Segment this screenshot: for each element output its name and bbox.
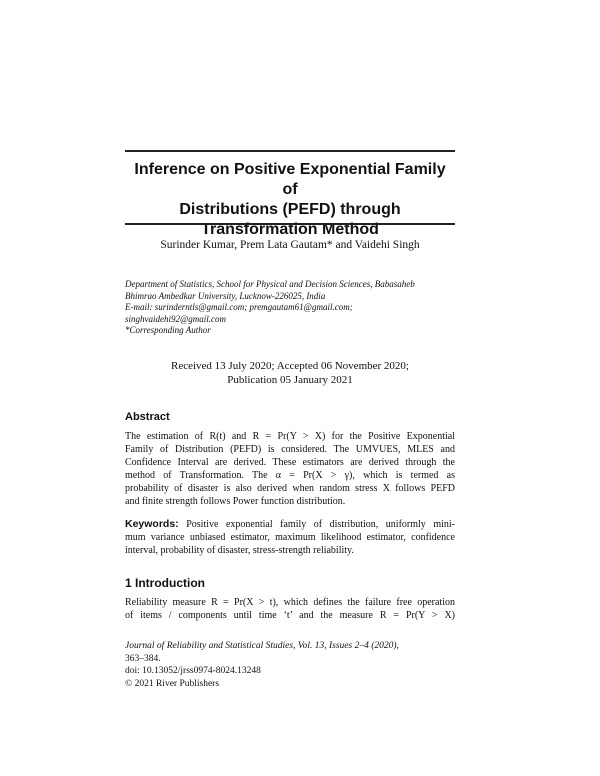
title-top-rule <box>125 150 455 152</box>
corresponding-author-note: *Corresponding Author <box>125 325 211 335</box>
journal-name: Journal of Reliability and Statistical Studies, Vol. 13, Issues 2–4 (2020), <box>125 641 399 651</box>
author-list: Surinder Kumar, Prem Lata Gautam* and Vaidehi Singh <box>160 239 420 251</box>
abstract-line-2: Family of Distribution (PEFD) is considered. The UMVUES, MLES and <box>125 444 455 455</box>
copyright-line: © 2021 River Publishers <box>125 678 220 689</box>
received-accepted-line: Received 13 July 2020; Accepted 06 November 2020; <box>171 360 409 372</box>
abstract-body <box>125 430 455 508</box>
keywords-text-1: Positive exponential family of distribution, uniformly mini- <box>186 519 455 530</box>
journal-citation <box>125 640 465 665</box>
title-line-2: Distributions (PEFD) through <box>179 201 401 218</box>
abstract-line-5: probability of disaster is also derived when random stress X follows PEFD <box>125 483 455 494</box>
keywords-line-3: interval, probability of disaster, stress-strength reliability. <box>125 545 354 556</box>
affiliation-line-2: Bhimrao Ambedkar University, Lucknow-226025, India <box>125 290 326 301</box>
journal-footer <box>125 640 465 690</box>
keywords-label: Keywords: <box>125 518 179 530</box>
keywords-line-2: mum variance unbiased estimator, maximum likelihood estimator, confidence <box>125 532 455 543</box>
title-bottom-rule <box>125 223 455 225</box>
abstract-line-6: and finite strength follows Power function distribution. <box>125 496 346 507</box>
doi-line: doi: 10.13052/jrss0974-8024.13248 <box>125 666 261 676</box>
email-line-2: singhvaidehi92@gmail.com <box>125 313 227 324</box>
title-line-1: Inference on Positive Exponential Family of <box>134 161 446 198</box>
publication-dates <box>125 360 455 387</box>
introduction-heading: 1 Introduction <box>125 576 205 590</box>
keywords-block <box>125 518 455 557</box>
paper-title <box>125 160 455 240</box>
abstract-line-3: Confidence Interval are derived. These estimators are derived through the <box>125 457 455 468</box>
affiliation-line-1: Department of Statistics, School for Physical and Decision Sciences, Babasaheb <box>125 279 415 289</box>
page-range: 363–384. <box>125 653 161 664</box>
keywords-line-1 <box>125 518 455 531</box>
email-line-1: E-mail: surinderntls@gmail.com; premgautam61@gmail.com; <box>125 302 353 312</box>
introduction-line-1: Reliability measure R = Pr(X > t), which defines the failure free operation <box>125 597 455 608</box>
introduction-body <box>125 596 455 622</box>
introduction-line-2: of items / components until time ‘t’ and the measure R = Pr(Y > X) <box>125 610 455 621</box>
abstract-line-4: method of Transformation. The α = Pr(X > γ), which is termed as <box>125 470 455 481</box>
affiliation-block <box>125 279 455 337</box>
publication-line: Publication 05 January 2021 <box>227 373 353 386</box>
abstract-line-1: The estimation of R(t) and R = Pr(Y > X) for the Positive Exponential <box>125 431 455 442</box>
abstract-heading: Abstract <box>125 411 170 423</box>
title-line-3: Transformation Method <box>201 221 379 238</box>
